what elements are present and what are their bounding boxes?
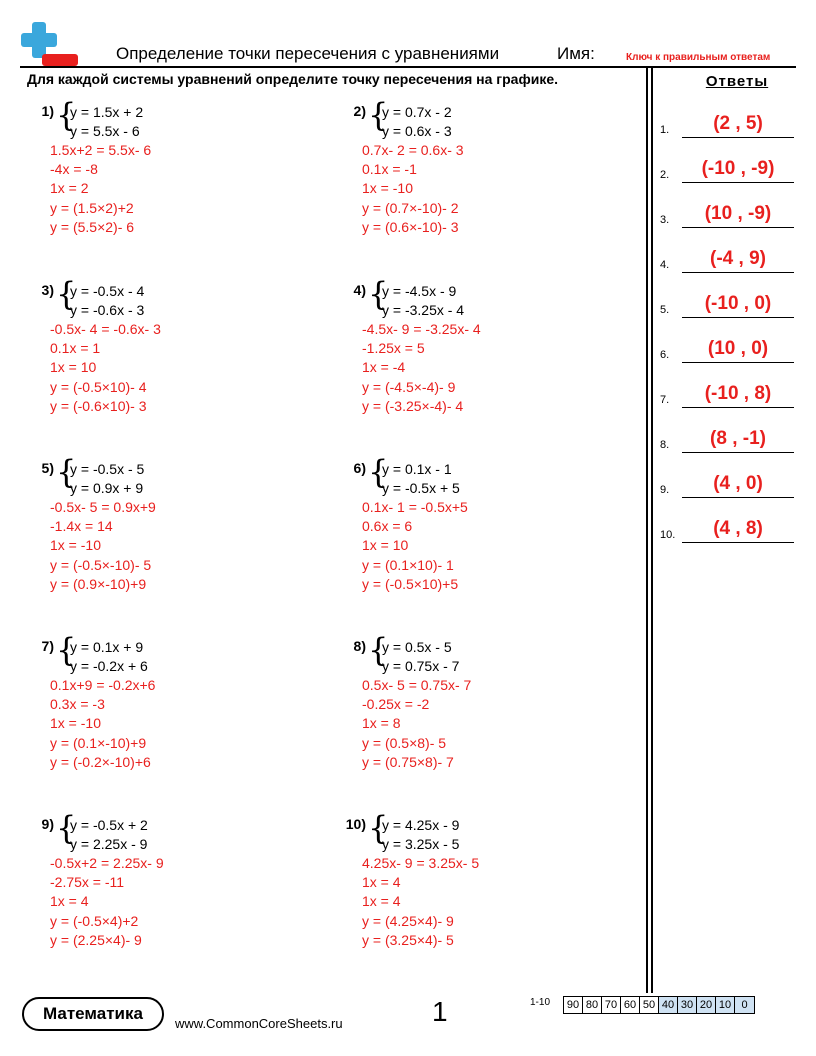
answer-line [682, 227, 794, 228]
equation-1: y = 1.5x + 2 [70, 104, 144, 120]
column-divider [646, 68, 648, 993]
solution-steps [362, 854, 479, 950]
answers-heading: Ответы [705, 73, 769, 90]
answer-row [660, 333, 794, 363]
answer-number: 3. [660, 214, 670, 226]
answer-number: 4. [660, 259, 670, 271]
answer-value: (4 , 0) [713, 473, 763, 494]
solution-step: 1x = 4 [362, 893, 401, 910]
solution-step: y = (1.5×2)+2 [50, 199, 134, 216]
score-cell: 50 [640, 997, 659, 1013]
score-cell: 20 [697, 997, 716, 1013]
equation-2: y = -0.6x - 3 [70, 302, 145, 318]
score-cell: 70 [602, 997, 621, 1013]
answer-line [682, 137, 794, 138]
solution-step: 0.1x+9 = -0.2x+6 [50, 677, 156, 693]
solution-step: y = (-0.6×10)- 3 [50, 397, 147, 414]
system-brace: { [56, 275, 77, 313]
equation-1: y = 0.7x - 2 [382, 104, 452, 120]
answer-value: (8 , -1) [710, 428, 766, 449]
solution-step: 1x = 10 [362, 537, 409, 554]
problem-number: 5) [41, 460, 54, 476]
solution-step: y = (0.1×10)- 1 [362, 556, 454, 573]
solution-steps [50, 498, 156, 594]
equation-1: y = -0.5x - 5 [70, 461, 145, 477]
solution-step: y = (0.75×8)- 7 [362, 753, 454, 770]
answer-line [682, 452, 794, 453]
system-brace: { [368, 809, 389, 847]
system-brace: { [368, 453, 389, 491]
page-number: 1 [432, 996, 448, 1027]
system-brace: { [368, 631, 389, 669]
solution-step: 0.3x = -3 [50, 696, 105, 713]
answer-row [660, 468, 794, 498]
system-brace: { [368, 96, 389, 134]
problem-number: 8) [353, 638, 366, 654]
solution-step: y = (2.25×4)- 9 [50, 931, 142, 948]
solution-step: -2.75x = -11 [50, 874, 125, 891]
answer-row [660, 513, 794, 543]
answer-row [660, 288, 794, 318]
solution-steps [362, 320, 481, 416]
solution-step: -4x = -8 [50, 161, 98, 178]
solution-step: 1x = 2 [50, 180, 89, 197]
equation-1: y = 4.25x - 9 [382, 817, 460, 833]
instructions: Для каждой системы уравнений определите точку пересечения на графике. [27, 71, 558, 87]
problem-number: 10) [345, 816, 366, 832]
answer-number: 2. [660, 169, 670, 181]
solution-step: 4.25x- 9 = 3.25x- 5 [362, 855, 480, 871]
site-url: www.CommonCoreSheets.ru [175, 1016, 343, 1031]
solution-step: y = (0.7×-10)- 2 [362, 199, 459, 216]
answer-value: (10 , 0) [707, 338, 769, 359]
answer-line [682, 542, 794, 543]
solution-step: 0.7x- 2 = 0.6x- 3 [362, 142, 464, 158]
solution-step: 1x = -4 [362, 359, 406, 376]
solution-step: -1.25x = 5 [362, 340, 425, 357]
score-cell: 60 [621, 997, 640, 1013]
equation-2: y = -3.25x - 4 [382, 302, 465, 318]
worksheet-title: Определение точки пересечения с уравнениями [116, 44, 500, 63]
equation-2: y = -0.5x + 5 [382, 480, 460, 496]
answer-key-label: Ключ к правильным ответам [626, 52, 771, 63]
solution-steps [50, 141, 151, 237]
score-range-label: 1-10 [530, 997, 551, 1008]
answer-line [682, 362, 794, 363]
solution-step: y = (-3.25×-4)- 4 [362, 397, 464, 414]
header-divider [20, 66, 796, 68]
solution-step: y = (-0.5×10)+5 [362, 575, 459, 592]
equation-1: y = -0.5x - 4 [70, 283, 145, 299]
equation-2: y = 0.6x - 3 [382, 123, 452, 139]
score-cell: 30 [678, 997, 697, 1013]
solution-step: 1x = 4 [50, 893, 89, 910]
problem-number: 7) [41, 638, 54, 654]
solution-step: 0.1x = 1 [50, 340, 101, 357]
answer-value: (4 , 8) [713, 518, 763, 539]
problem-number: 1) [41, 103, 54, 119]
solution-step: y = (-0.5×4)+2 [50, 912, 139, 929]
solution-step: 1x = 4 [362, 874, 401, 891]
answer-row [660, 243, 794, 273]
answer-line [682, 407, 794, 408]
solution-step: -0.5x- 4 = -0.6x- 3 [50, 321, 161, 337]
solution-step: y = (0.9×-10)+9 [50, 575, 147, 592]
answer-line [682, 317, 794, 318]
answer-row [660, 198, 794, 228]
solution-step: 0.1x = -1 [362, 161, 417, 178]
solution-steps [362, 676, 471, 772]
score-cell: 40 [659, 997, 678, 1013]
problem-number: 2) [353, 103, 366, 119]
system-brace: { [56, 96, 77, 134]
answer-value: (-4 , 9) [710, 248, 766, 269]
equation-1: y = -0.5x + 2 [70, 817, 148, 833]
solution-steps [362, 141, 464, 237]
answer-number: 6. [660, 349, 670, 361]
solution-step: y = (0.1×-10)+9 [50, 734, 147, 751]
solution-step: -0.25x = -2 [362, 696, 430, 713]
answer-value: (2 , 5) [713, 113, 763, 134]
answer-row [660, 423, 794, 453]
solution-steps [50, 854, 164, 950]
solution-step: 0.6x = 6 [362, 518, 413, 535]
answer-row [660, 378, 794, 408]
equation-2: y = 5.5x - 6 [70, 123, 140, 139]
solution-steps [50, 676, 155, 772]
name-label: Имя: [557, 44, 595, 63]
solution-step: y = (0.6×-10)- 3 [362, 218, 459, 235]
problem-number: 6) [353, 460, 366, 476]
solution-step: y = (-0.5×-10)- 5 [50, 556, 152, 573]
solution-step: 1x = 8 [362, 715, 401, 732]
solution-step: y = (4.25×4)- 9 [362, 912, 454, 929]
score-cell: 0 [735, 997, 754, 1013]
equation-1: y = -4.5x - 9 [382, 283, 457, 299]
equation-1: y = 0.5x - 5 [382, 639, 452, 655]
equation-2: y = 3.25x - 5 [382, 836, 460, 852]
solution-step: y = (-4.5×-4)- 9 [362, 378, 456, 395]
logo-icon [20, 22, 82, 70]
equation-2: y = -0.2x + 6 [70, 658, 148, 674]
answer-line [682, 182, 794, 183]
solution-step: 1x = -10 [362, 180, 413, 197]
answer-value: (-10 , -9) [701, 158, 775, 179]
answer-row [660, 153, 794, 183]
answer-number: 1. [660, 124, 670, 136]
solution-step: -1.4x = 14 [50, 518, 113, 535]
answer-number: 10. [660, 529, 676, 541]
solution-steps [50, 320, 161, 416]
equation-2: y = 0.75x - 7 [382, 658, 460, 674]
solution-step: -0.5x+2 = 2.25x- 9 [50, 855, 164, 871]
answer-number: 5. [660, 304, 670, 316]
answer-value: (-10 , 0) [704, 293, 772, 314]
answer-line [682, 497, 794, 498]
solution-step: 1x = -10 [50, 715, 101, 732]
equation-1: y = 0.1x + 9 [70, 639, 144, 655]
solution-step: 1.5x+2 = 5.5x- 6 [50, 142, 152, 158]
answer-number: 9. [660, 484, 670, 496]
system-brace: { [56, 453, 77, 491]
equation-2: y = 2.25x - 9 [70, 836, 148, 852]
score-table [563, 996, 755, 1014]
equation-1: y = 0.1x - 1 [382, 461, 452, 477]
answer-number: 7. [660, 394, 670, 406]
answer-value: (-10 , 8) [704, 383, 772, 404]
score-cell: 90 [564, 997, 583, 1013]
system-brace: { [56, 809, 77, 847]
solution-step: 0.5x- 5 = 0.75x- 7 [362, 677, 472, 693]
system-brace: { [56, 631, 77, 669]
solution-step: 0.1x- 1 = -0.5x+5 [362, 499, 468, 515]
solution-step: y = (-0.2×-10)+6 [50, 753, 151, 770]
score-cell: 80 [583, 997, 602, 1013]
solution-steps [362, 498, 468, 594]
system-brace: { [368, 275, 389, 313]
solution-step: -4.5x- 9 = -3.25x- 4 [362, 321, 481, 337]
solution-step: -0.5x- 5 = 0.9x+9 [50, 499, 156, 515]
equation-2: y = 0.9x + 9 [70, 480, 144, 496]
solution-step: y = (3.25×4)- 5 [362, 931, 454, 948]
answer-value: (10 , -9) [704, 203, 772, 224]
score-cell: 10 [716, 997, 735, 1013]
problem-number: 3) [41, 282, 54, 298]
answer-row [660, 108, 794, 138]
column-divider [651, 68, 653, 993]
solution-step: y = (5.5×2)- 6 [50, 218, 135, 235]
solution-step: y = (-0.5×10)- 4 [50, 378, 147, 395]
answer-line [682, 272, 794, 273]
problem-number: 9) [41, 816, 54, 832]
solution-step: y = (0.5×8)- 5 [362, 734, 447, 751]
brand-badge: Математика [22, 997, 164, 1031]
solution-step: 1x = 10 [50, 359, 97, 376]
solution-step: 1x = -10 [50, 537, 101, 554]
problem-number: 4) [353, 282, 366, 298]
answer-number: 8. [660, 439, 670, 451]
